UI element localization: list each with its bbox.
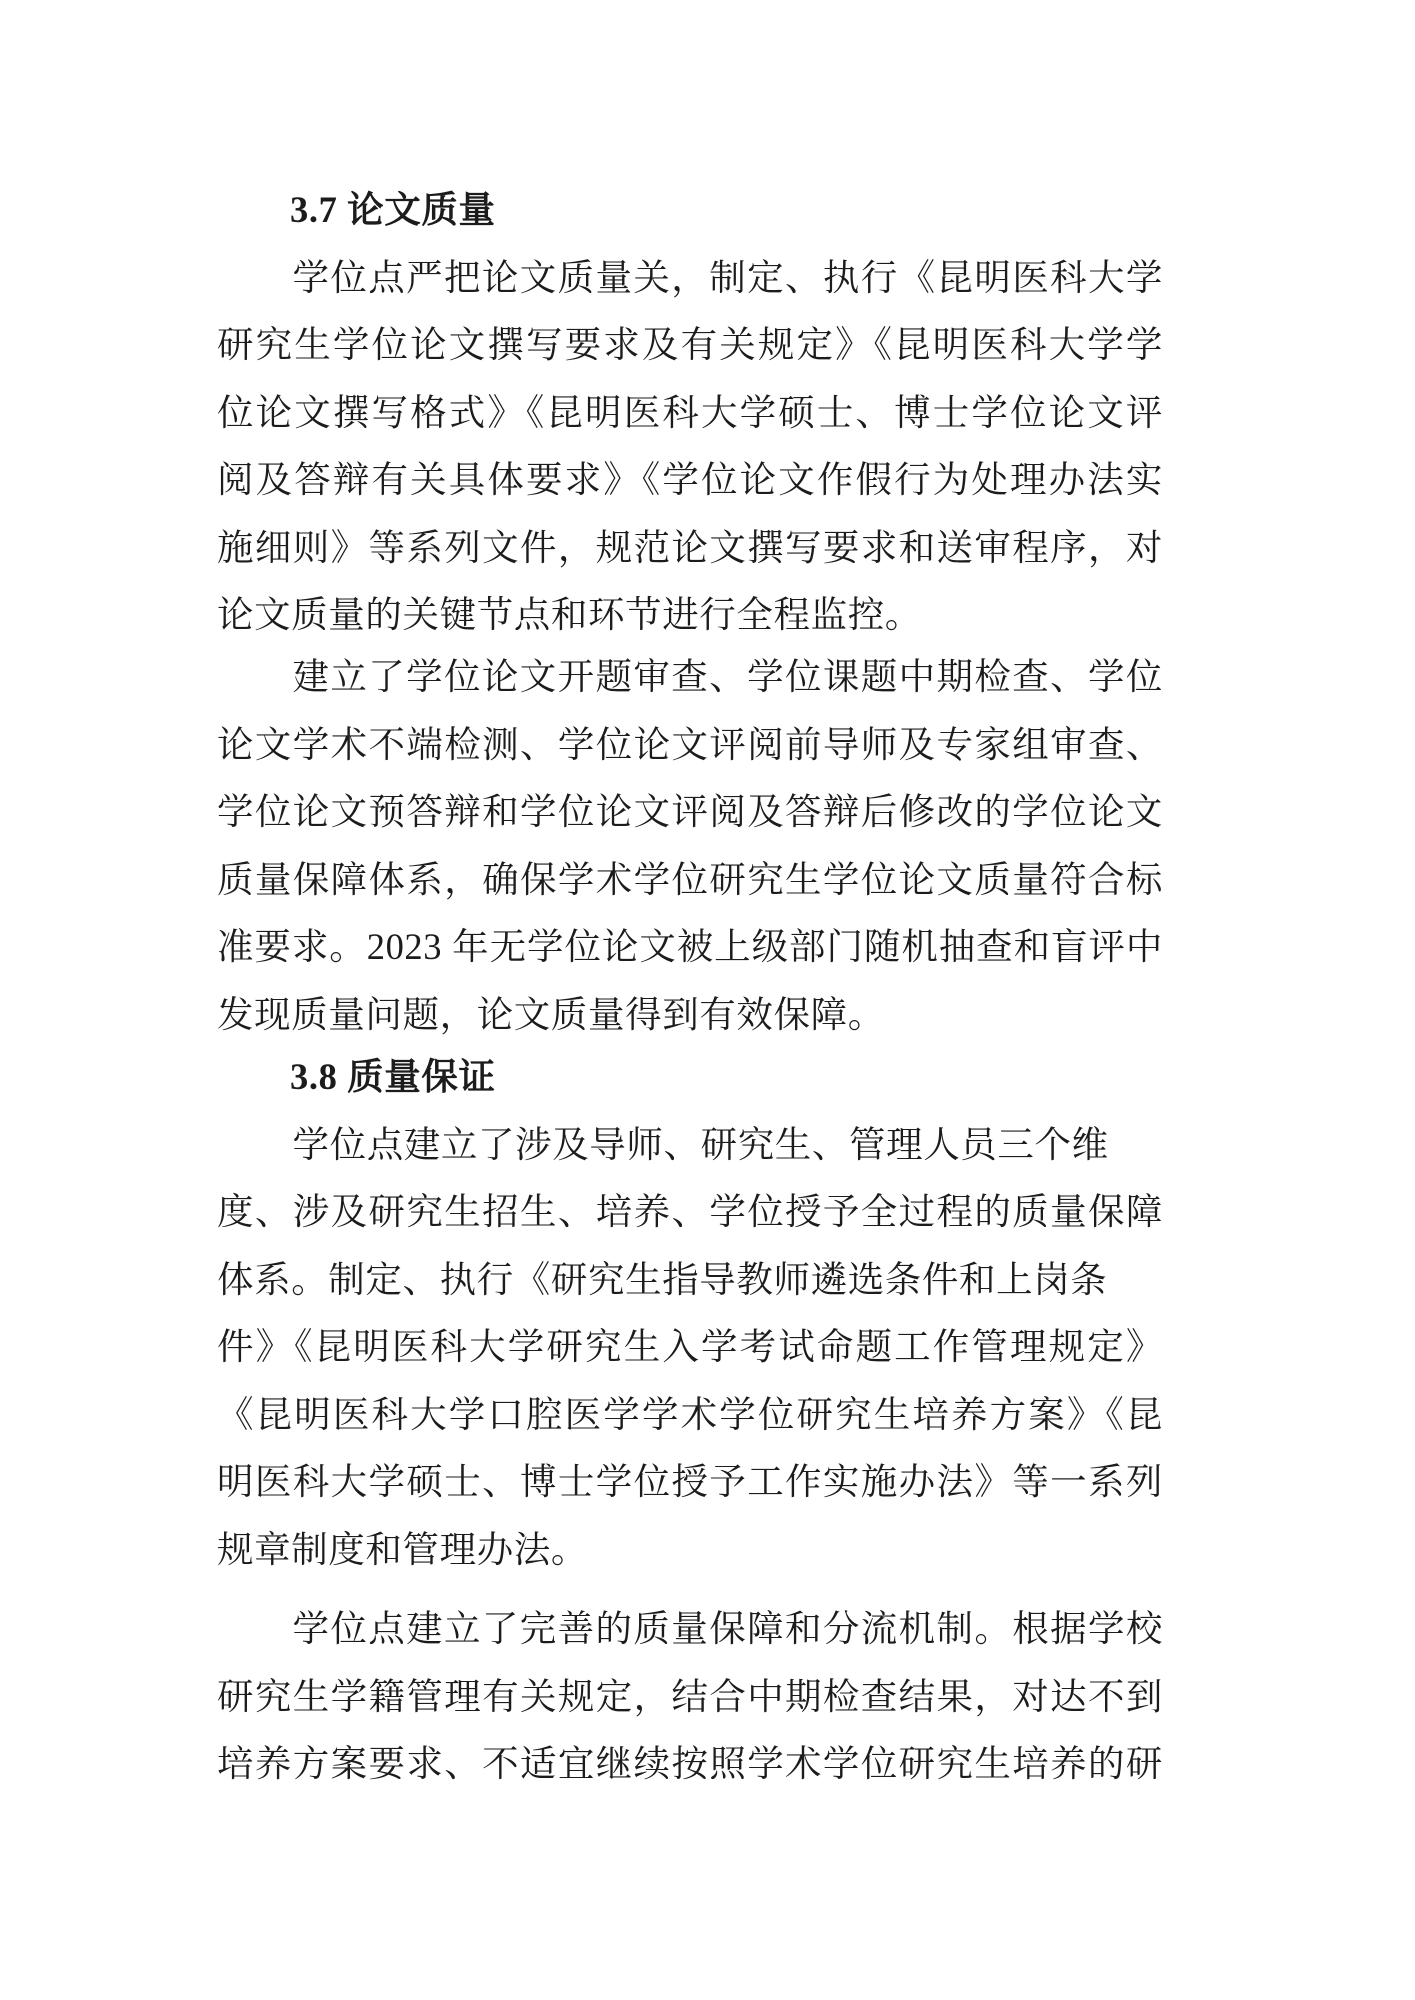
paragraph-line: 学位论文预答辩和学位论文评阅及答辩后修改的学位论文 xyxy=(217,791,1163,832)
paragraph-line: 阅及答辩有关具体要求》《学位论文作假行为处理办法实 xyxy=(217,459,1163,500)
paragraph-line: 论文质量的关键节点和环节进行全程监控。 xyxy=(217,594,922,635)
document-body xyxy=(217,176,1163,1798)
paragraph-diversion-mechanism xyxy=(217,1595,1163,1798)
paragraph-line: 研究生学籍管理有关规定，结合中期检查结果，对达不到 xyxy=(217,1675,1163,1717)
paragraph-line: 准要求。2023 年无学位论文被上级部门随机抽查和盲评中 xyxy=(217,926,1163,967)
paragraph-line: 学位点严把论文质量关，制定、执行《昆明医科大学 xyxy=(292,256,1163,298)
section-heading-3-8: 3.8 质量保证 xyxy=(290,1056,496,1097)
paragraph-line: 学位点建立了完善的质量保障和分流机制。根据学校 xyxy=(292,1608,1163,1649)
paragraph-line: 施细则》等系列文件，规范论文撰写要求和送审程序，对 xyxy=(217,526,1163,568)
paragraph-thesis-quality-system xyxy=(217,643,1163,1048)
paragraph-line: 体系。制定、执行《研究生指导教师遴选条件和上岗条 xyxy=(217,1258,1108,1300)
paragraph-line: 件》《昆明医科大学研究生入学考试命题工作管理规定》 xyxy=(217,1326,1163,1367)
paragraph-line: 培养方案要求、不适宜继续按照学术学位研究生培养的研 xyxy=(217,1743,1163,1784)
paragraph-line: 《昆明医科大学口腔医学学术学位研究生培养方案》《昆 xyxy=(217,1393,1163,1435)
paragraph-line: 研究生学位论文撰写要求及有关规定》《昆明医科大学学 xyxy=(217,324,1163,365)
paragraph-line: 位论文撰写格式》《昆明医科大学硕士、博士学位论文评 xyxy=(217,391,1163,433)
section-heading-3-7: 3.7 论文质量 xyxy=(290,189,496,230)
paragraph-line: 论文学术不端检测、学位论文评阅前导师及专家组审查、 xyxy=(217,723,1163,765)
paragraph-line: 度、涉及研究生招生、培养、学位授予全过程的质量保障 xyxy=(217,1191,1163,1232)
paragraph-line: 建立了学位论文开题审查、学位课题中期检查、学位 xyxy=(292,656,1163,697)
paragraph-line: 质量保障体系，确保学术学位研究生学位论文质量符合标 xyxy=(217,858,1163,900)
paragraph-line: 学位点建立了涉及导师、研究生、管理人员三个维 xyxy=(292,1123,1109,1165)
paragraph-line: 明医科大学硕士、博士学位授予工作实施办法》等一系列 xyxy=(217,1461,1163,1502)
paragraph-line: 发现质量问题，论文质量得到有效保障。 xyxy=(217,993,885,1035)
paragraph-thesis-quality-policy xyxy=(217,244,1163,649)
paragraph-line: 规章制度和管理办法。 xyxy=(217,1528,588,1570)
paragraph-quality-assurance-system xyxy=(217,1111,1163,1584)
